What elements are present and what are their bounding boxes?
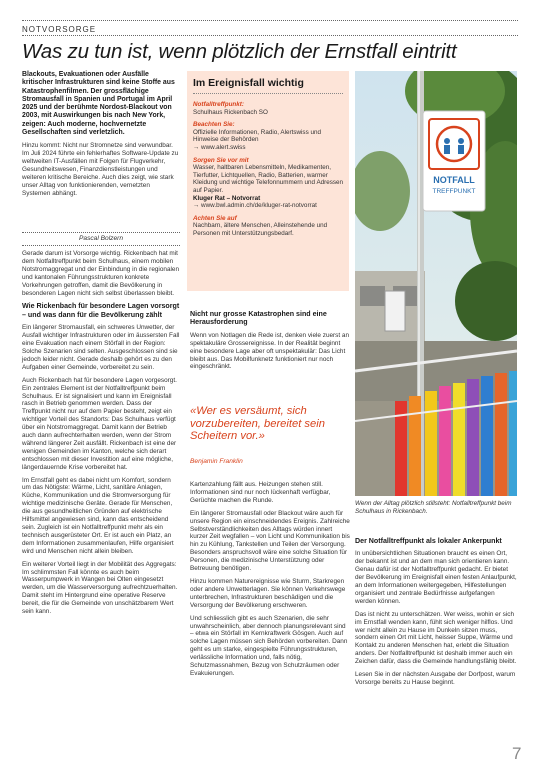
paragraph: Wenn von Notlagen die Rede ist, denken viele zuerst an spektakuläre Grossereignisse. In der Realität beginnt eine besondere Lage aber oft unspektakulär: Das Licht bleibt aus. Das Mobilfunknetz funktioniert nur noch eingeschränkt. xyxy=(190,331,350,371)
column-1-top xyxy=(22,71,180,203)
info-text: Schulhaus Rickenbach SO xyxy=(193,108,268,116)
paragraph: Auch Rickenbach hat für besondere Lagen vorgesorgt. Ein zentrales Element ist der Notfalltreffpunkt beim Schulhaus. Er ist signalisiert und kann im Ereignisfall rasch in Betrieb genommen werden. Dass der Treffpunkt nicht nur auf dem Papier besteht, zeigt ein wichtiger Vorteil des Standorts: Das Schulhaus verfügt über ein Notstromaggregat. Damit kann der Betrieb auch dann aufrechterhalten werden, wenn der Strom während längerer Zeit ausfällt. Rickenbach ist eine der wenigen Gemeinden im Kanton, welche sich derart entschlossen mit dieser Investition auf eine mögliche, längerdauernde Krise vorbereitet hat. xyxy=(22,376,177,471)
paragraph: Kartenzahlung fällt aus. Heizungen stehen still. Informationen sind nur noch lückenhaft verfügbar, Gerüchte machen die Runde. xyxy=(190,481,331,504)
info-box-title: Im Ereignisfall wichtig xyxy=(193,77,304,89)
column-2-top xyxy=(190,310,350,376)
meeting-point-photo xyxy=(355,71,517,496)
paragraph: Gerade darum ist Vorsorge wichtig. Rickenbach hat mit dem Notfalltreffpunkt beim Schulhaus, einem mobilen Notstromaggregat und der Einbindung in die regionalen und kantonalen Führungsstrukturen konkrete Vorkehrungen getroffen, damit die Bevölkerung in besonderen Lagen nicht sich selbst überlassen bleibt. xyxy=(22,250,180,297)
section-dotted-rule xyxy=(22,35,518,36)
article-lead: Blackouts, Evakuationen oder Ausfälle kritischer Infrastrukturen sind keine Stoffe aus Katastrophenfilmen. Der grossflächige Stromausfall in Spanien und Portugal im April 2025 und der berühmte Nordost-Blackout von 2003, mit Auswirkungen bis nach New York, zeigen: Auch moderne, hochvernetzte Gesellschaften sind verletzlich. xyxy=(22,71,175,137)
info-link[interactable]: → www.alert.swiss xyxy=(193,143,246,151)
info-box-rule xyxy=(193,93,343,94)
author-name: Pascal Bolzern xyxy=(79,235,123,242)
top-dotted-rule xyxy=(22,20,518,21)
info-label: Beachten Sie: xyxy=(193,121,235,129)
info-text: Nachbarn, ältere Menschen, Alleinstehende und Personen mit Unterstützungsbedarf. xyxy=(193,222,328,237)
subheading: Nicht nur grosse Katastrophen sind eine Herausforderung xyxy=(190,310,327,327)
photo-illustration xyxy=(355,71,517,496)
paragraph: Ein weiterer Vorteil liegt in der Mobilität des Aggregats: Im schlimmsten Fall könnte es auch beim Wasserpumpwerk in Wangen bei Olten eingesetzt werden, um die Wasserversorgung aufrechtzuerhalten. Damit steht im Hintergrund eine operative Reserve bereit, die für die Gemeinde von unschätzbarem Wert sein kann. xyxy=(22,560,178,616)
page-number: 7 xyxy=(512,744,522,763)
paragraph: Lesen Sie in der nächsten Ausgabe der Dorfpost, warum Vorsorge bereits zu Hause beginnt. xyxy=(355,671,516,686)
paragraph: In unübersichtlichen Situationen braucht es einen Ort, der bekannt ist und an dem man sich orientieren kann. Genau dafür ist der Notfalltreffpunkt gedacht. Er bietet der Bevölkerung im Ereignisfall einen festen Anlaufpunkt, an dem Informationen weitergegeben, Hilfestellungen organisiert und zentrale Bedürfnisse aufgefangen werden können. xyxy=(355,550,517,605)
info-text: Offizielle Informationen, Radio, Alertswiss und Hinweise der Behörden xyxy=(193,128,321,144)
sign-text-2: TREFFPUNKT xyxy=(432,188,476,195)
subheading: Wie Rickenbach für besondere Lagen vorsorgt – und was dann für die Bevölkerung zählt xyxy=(22,302,180,319)
author-rule-top xyxy=(22,232,180,233)
info-label: Notfalltreffpunkt: xyxy=(193,101,244,108)
photo-caption: Wenn der Alltag plötzlich stillsteht: Notfalltreffpunkt beim Schulhaus in Rickenbach. xyxy=(355,500,512,515)
info-box xyxy=(187,71,349,291)
column-2-bottom xyxy=(190,481,350,683)
paragraph: Hinzu kommt: Nicht nur Stromnetze sind verwundbar. Im Juli 2024 führte ein fehlerhaftes Software-Update zu weltweiten IT-Ausfällen mit Folgen für Flugverkehr, Gesundheitswesen, Finanzdienstleistungen und weiteren kritische Bereiche. Auch dies zeigt, wie stark unser Alltag von funktionierenden, vernetzten Systemen abhängt. xyxy=(22,142,179,197)
info-text: Wasser, haltbaren Lebensmitteln, Medikamenten, Tierfutter, Lichtquellen, Radio, Batterien, warmer Kleidung und wichtige Telefonnummern und Adressen auf Papier. xyxy=(193,164,344,194)
info-label: Kluger Rat – Notvorrat xyxy=(193,194,261,202)
paragraph: Ein längerer Stromausfall, ein schweres Unwetter, der Ausfall wichtiger Infrastrukturen oder im äussersten Fall eine Evakuation nach einem Störfall in der Region: Solche Szenarien sind selten. Ausgeschlossen sind sie jedoch leider nicht. Gerade deshalb gehört es zu den Aufgaben einer Gemeinde, vorbereitet zu sein. xyxy=(22,324,180,371)
pull-quote: «Wer es versäumt, sich vorzubereiten, bereitet sein Scheitern vor.» xyxy=(190,405,325,443)
section-label: NOTVORSORGE xyxy=(22,25,97,34)
info-link[interactable]: → www.bwl.admin.ch/de/kluger-rat-notvorrat xyxy=(193,202,317,210)
paragraph: Im Ernstfall geht es dabei nicht um Komfort, sondern um das Nötigste: Wärme, Licht, sanitäre Anlagen, Küche, Kommunikation und die Stromversorgung für wichtige medizinische Geräte. Gerade für Menschen, die aus gesundheitlichen Gründen auf elektrische Hilfsmittel angewiesen sind, kann das entscheidend sein. Zugleich ist ein Notfalltreffpunkt mehr als ein technisch ausgerüsteter Ort. Er ist auch ein Platz, an dem Informationen zusammenlaufen, Hilfe organisiert wird und Menschen nicht allein bleiben. xyxy=(22,476,174,555)
article-headline: Was zu tun ist, wenn plötzlich der Ernstfall eintritt xyxy=(22,40,457,63)
quote-author: Benjamin Franklin xyxy=(190,458,243,465)
paragraph: Ein längerer Stromausfall oder Blackout wäre auch für unsere Region ein einschneidendes Ereignis. Zahlreiche Selbstverständlichkeiten des Alltags würden innert kurzer Zeit wegfallen – von Licht und Kommunikation bis hin zu Kühlung, Tankstellen und Teilen der Versorgung. Besonders anspruchsvoll wäre eine solche Situation für Personen, die medizinische Unterstützung oder Betreuung benötigen. xyxy=(190,509,350,573)
info-label: Sorgen Sie vor mit xyxy=(193,156,249,164)
paragraph: Und schliesslich gibt es auch Szenarien, die sehr unwahrscheinlich, aber dennoch planungsrelevant sind – etwa ein Störfall im Kernkraftwerk Gösgen. Auch auf solche Lagen müssen sich Behörden vorbereiten. Dann geht es um starke, eingespielte Führungsstrukturen, verlässliche Information und, falls nötig, Schutzmassnahmen, Bezug von Schutzräumen oder Evakuierungen. xyxy=(190,614,348,677)
column-1-bottom xyxy=(22,250,180,621)
paragraph: Das ist nicht zu unterschätzen. Wer weiss, wohin er sich im Ernstfall wenden kann, fühlt sich weniger hilflos. Und wer nicht allein zu Hause im Dunkeln sitzen muss, sondern einen Ort mit Licht, heisser Suppe, Wärme und Kontakt zu anderen Menschen hat, erlebt die Situation anders. Der Notfalltreffpunkt ist deshalb immer auch ein Zeichen dafür, dass die Gemeinde handlungsfähig bleibt. xyxy=(355,610,517,666)
info-label: Achten Sie auf xyxy=(193,214,237,222)
author-rule-bottom xyxy=(22,245,180,246)
paragraph: Hinzu kommen Naturereignisse wie Sturm, Starkregen oder andere Unwetterlagen. Sie können Verkehrswege unterbrechen, Infrastrukturen beschädigen und die Versorgung der Bevölkerung erschweren. xyxy=(190,577,346,609)
column-3 xyxy=(355,537,517,692)
subheading: Der Notfalltreffpunkt als lokaler Ankerpunkt xyxy=(355,537,502,545)
info-box-content xyxy=(193,101,345,243)
sign-text-1: NOTFALL xyxy=(433,175,475,185)
